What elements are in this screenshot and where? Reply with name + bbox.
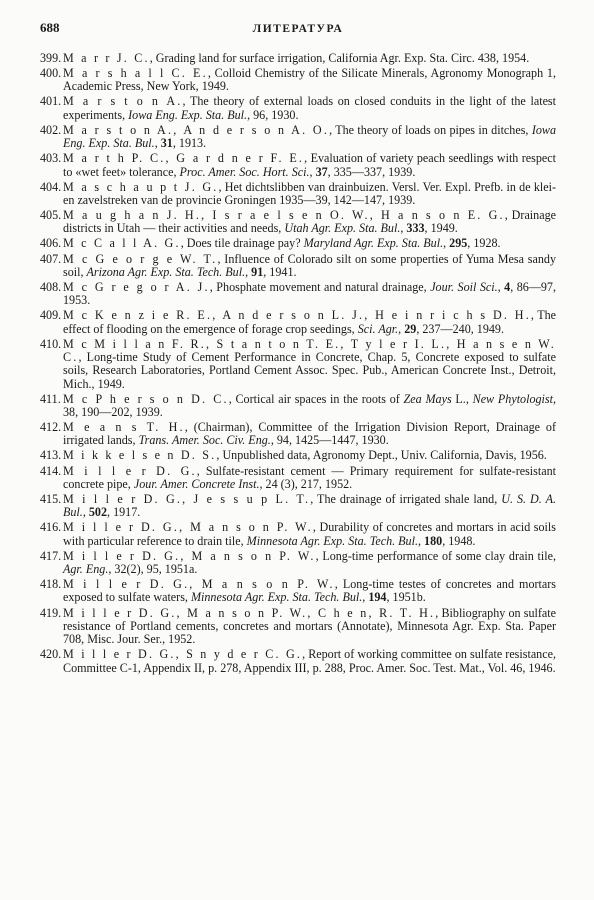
reference-text: , 38, 190—202, 1939.	[63, 391, 557, 419]
reference-entry	[40, 209, 556, 236]
reference-source: Agr. Eng.	[63, 562, 109, 577]
reference-text: , 1951b.	[386, 590, 426, 605]
reference-text: , Phosphate movement and natural drainage,	[209, 279, 431, 294]
reference-authors: M a r s h a l l C. E.	[63, 66, 208, 81]
reference-text: , 1913.	[172, 136, 207, 151]
reference-entry	[40, 465, 556, 492]
reference-source: Minnesota Agr. Exp. Sta. Tech. Bul.	[246, 533, 418, 548]
reference-text: , 1948.	[442, 533, 476, 548]
reference-text: , 335—337, 1939.	[327, 164, 416, 179]
reference-text: ,	[362, 590, 369, 605]
reference-text: , 1941.	[263, 264, 297, 279]
reference-number: 407.	[40, 251, 62, 266]
reference-authors: M i k k e l s e n D. S.	[63, 448, 217, 463]
reference-authors: M a r r J. C.	[63, 51, 150, 65]
reference-authors: M i l l e r D. G., M a n s o n P. W., C h e n, R. T. H.	[63, 605, 436, 620]
reference-text: L.,	[451, 391, 473, 406]
reference-authors: M c M i l l a n F. R., S t a n t o n T. E., T y l e r I. L., H a n s e n W. C.	[63, 336, 556, 364]
reference-number: 406.	[40, 236, 62, 251]
reference-text: , 94, 1425—1447, 1930.	[270, 433, 389, 448]
reference-authors: M a r s t o n A.	[63, 94, 183, 109]
reference-number: 416.	[40, 520, 62, 535]
reference-source: Utah Agr. Exp. Sta. Bul.	[284, 221, 401, 236]
reference-text: , The theory of loads on pipes in ditches,	[329, 122, 532, 137]
reference-authors: M c G r e g o r A. J.	[63, 279, 210, 294]
reference-text: , Bibliography on sulfate resistance of Portland cements, concretes and mortars (Annotate), Minnesota Agr. Exp. Sta. Paper 708, Misc. Jour. Ser., 1952.	[63, 605, 557, 647]
reference-entry	[40, 181, 556, 208]
reference-text: , Long-time performance of some clay drain tile,	[315, 548, 556, 563]
reference-entry	[40, 578, 556, 605]
reference-authors: M a r t h P. C., G a r d n e r F. E.	[63, 151, 305, 166]
reference-entry	[40, 648, 556, 675]
reference-source: Arizona Agr. Exp. Sta. Tech. Bul.	[86, 264, 246, 279]
reference-text: , 86—97, 1953.	[63, 279, 557, 308]
reference-text: , Cortical air spaces in the roots of	[228, 391, 404, 406]
reference-source: Minnesota Agr. Exp. Sta. Tech. Bul.	[190, 590, 363, 605]
page-number: 688	[40, 20, 60, 35]
reference-authors: M c P h e r s o n D. C.	[63, 391, 229, 406]
reference-entry	[40, 237, 556, 250]
reference-authors: M i l l e r D. G., M a n s o n P. W.	[63, 520, 313, 535]
reference-text: , (Chairman), Committee of the Irrigation Division Report, Drainage of irrigated lands,	[63, 420, 557, 448]
reference-text: ,	[497, 279, 505, 294]
reference-text: ,	[443, 236, 450, 251]
reference-text: , 1949.	[424, 221, 458, 236]
reference-text: , 1917.	[107, 505, 141, 520]
reference-text: , The drainage of irrigated shale land,	[310, 491, 502, 506]
reference-source: Trans. Amer. Soc. Civ. Eng.	[138, 433, 271, 448]
reference-text: , Durability of concretes and mortars in acid soils with particular reference to drain tile,	[63, 520, 556, 548]
reference-entry	[40, 281, 556, 308]
reference-text: , Long-time Study of Cement Performance in Concrete, Chap. 5, Concrete exposed to sulfate soils, Research Laboratories, Portland Cement Assoc. Spec. Pub., American Concrete Inst., Detroit, Mich., 1949.	[63, 350, 556, 391]
reference-volume: 194	[368, 590, 387, 605]
reference-number: 420.	[40, 647, 62, 662]
reference-text: , Does tile drainage pay?	[180, 236, 304, 251]
reference-volume: 295	[449, 236, 468, 251]
reference-text: ,	[400, 221, 407, 236]
reference-authors: M c K e n z i e R. E., A n d e r s o n L. J., H e i n r i c h s D. H.	[63, 308, 531, 323]
reference-entry	[40, 521, 556, 548]
reference-volume: 91	[251, 264, 264, 279]
reference-number: 402.	[40, 122, 62, 137]
reference-text: ,	[398, 321, 405, 336]
reference-source: Maryland Agr. Exp. Sta. Bul.	[303, 236, 444, 251]
reference-authors: M c G e o r g e W. T.	[63, 251, 218, 266]
reference-number: 415.	[40, 491, 62, 506]
reference-volume: 31	[160, 136, 173, 151]
reference-source: Jour. Amer. Concrete Inst.	[133, 476, 260, 491]
reference-authors: M i l l e r D. G., M a n s o n P. W.	[63, 577, 335, 592]
running-title: ЛИТЕРАТУРА	[252, 23, 344, 35]
reference-entry	[40, 309, 556, 336]
reference-entry	[40, 253, 556, 280]
reference-authors: M c C a l l A. G.	[63, 236, 181, 251]
reference-text: , 96, 1930.	[247, 107, 299, 122]
reference-number: 400.	[40, 66, 62, 81]
reference-authors: M e a n s T. H.	[63, 420, 185, 435]
reference-volume: 333	[406, 221, 425, 236]
reference-number: 411.	[40, 391, 61, 406]
reference-volume: 4	[504, 279, 511, 294]
reference-volume: 37	[315, 164, 328, 179]
reference-entry	[40, 550, 556, 577]
reference-text: , The theory of external loads on closed conduits in the light of the latest experiments,	[63, 94, 556, 122]
reference-text: , The effect of flooding on the emergence of forage crop seedings,	[63, 308, 556, 336]
reference-text: , Long-time testes of concretes and mortars exposed to sulfate waters,	[63, 577, 556, 605]
reference-text: , Unpublished data, Agronomy Dept., Univ. California, Davis, 1956.	[216, 448, 547, 463]
reference-text: ,	[418, 533, 425, 548]
reference-source: Jour. Soil Sci.	[430, 279, 498, 294]
reference-number: 403.	[40, 151, 62, 166]
reference-source: Iowa Eng. Exp. Sta. Bul.	[128, 107, 248, 122]
reference-entry	[40, 449, 556, 462]
reference-authors: M a s c h a u p t J. G.	[63, 179, 219, 194]
reference-text: , Report of working committee on sulfate resistance, Committee C-1, Appendix II, p. 278, Appendix III, p. 288, Proc. Amer. Soc. Test. Mat., Vol. 46, 1946.	[63, 647, 556, 675]
reference-source: Iowa Eng. Exp. Sta. Bul.	[63, 122, 556, 151]
reference-text: , Sulfate-resistant cement — Primary requirement for sulfate-resistant concrete pipe,	[63, 463, 556, 491]
reference-authors: M i l l e r D. G., M a n s o n P. W.	[63, 548, 316, 563]
reference-source: Zea Mays	[403, 391, 452, 406]
reference-text: , 24 (3), 217, 1952.	[259, 476, 353, 491]
reference-volume: 180	[424, 533, 443, 548]
reference-number: 419.	[40, 605, 62, 620]
reference-text: , Het dichtslibben van drainbuizen. Versl. Ver. Expl. Prefb. in de klei- en zavelstreken van de provincie Groningen 1935—39, 142—147, 1939.	[63, 179, 556, 207]
reference-entry	[40, 67, 556, 94]
reference-number: 417.	[40, 548, 62, 563]
reference-number: 413.	[40, 448, 62, 463]
reference-number: 408.	[40, 279, 62, 294]
reference-authors: M i l l e r D. G., J e s s u p L. T.	[63, 491, 311, 506]
reference-authors: M i l l e r D. G., S n y d e r C. G.	[63, 647, 303, 662]
reference-source: Sci. Agr.	[357, 321, 399, 336]
reference-number: 414.	[40, 463, 62, 478]
reference-entry	[40, 152, 556, 179]
reference-volume: 29	[404, 321, 417, 336]
reference-number: 404.	[40, 179, 62, 194]
reference-source: Proc. Amer. Soc. Hort. Sci.	[179, 164, 310, 179]
reference-text: ,	[245, 264, 252, 279]
reference-text: , Grading land for surface irrigation, California Agr. Exp. Sta. Circ. 438, 1954.	[149, 51, 530, 65]
reference-volume: 502	[88, 505, 108, 520]
reference-text: ,	[154, 136, 161, 151]
reference-list	[40, 52, 556, 675]
reference-text: , 1928.	[467, 236, 501, 251]
reference-number: 405.	[40, 208, 62, 223]
reference-number: 412.	[40, 420, 62, 435]
reference-authors: M a u g h a n J. H., I s r a e l s e n O. W., H a n s o n E. G.	[63, 208, 505, 223]
reference-entry	[40, 52, 556, 65]
reference-entry	[40, 421, 556, 448]
reference-number: 418.	[40, 577, 62, 592]
reference-text: , Drainage districts in Utah — their activities and needs,	[63, 208, 556, 236]
reference-text: , Influence of Colorado silt on some properties of Yuma Mesa sandy soil,	[63, 251, 556, 279]
reference-text: ,	[82, 505, 89, 520]
reference-entry	[40, 338, 556, 391]
reference-text: ,	[309, 164, 316, 179]
reference-source: U. S. D. A. Bul.	[63, 491, 556, 520]
reference-number: 410.	[40, 336, 62, 351]
reference-entry	[40, 124, 556, 151]
reference-entry	[40, 393, 556, 420]
reference-text: , Colloid Chemistry of the Silicate Minerals, Agronomy Monograph 1, Academic Press, New York, 1949.	[63, 66, 556, 94]
reference-text: , 237—240, 1949.	[416, 321, 504, 336]
reference-text: , Evaluation of variety peach seedlings with respect to «wet feet» tolerance,	[63, 151, 557, 179]
reference-authors: M i l l e r D. G.	[63, 463, 197, 478]
reference-number: 409.	[40, 308, 62, 323]
reference-entry	[40, 607, 556, 647]
reference-source: New Phytologist	[472, 391, 553, 406]
reference-number: 399.	[40, 51, 62, 65]
reference-number: 401.	[40, 94, 62, 109]
reference-entry	[40, 493, 556, 520]
running-header	[40, 20, 556, 38]
reference-authors: M a r s t o n A., A n d e r s o n A. O.	[63, 122, 330, 137]
reference-text: , 32(2), 95, 1951a.	[108, 562, 198, 577]
reference-entry	[40, 95, 556, 122]
